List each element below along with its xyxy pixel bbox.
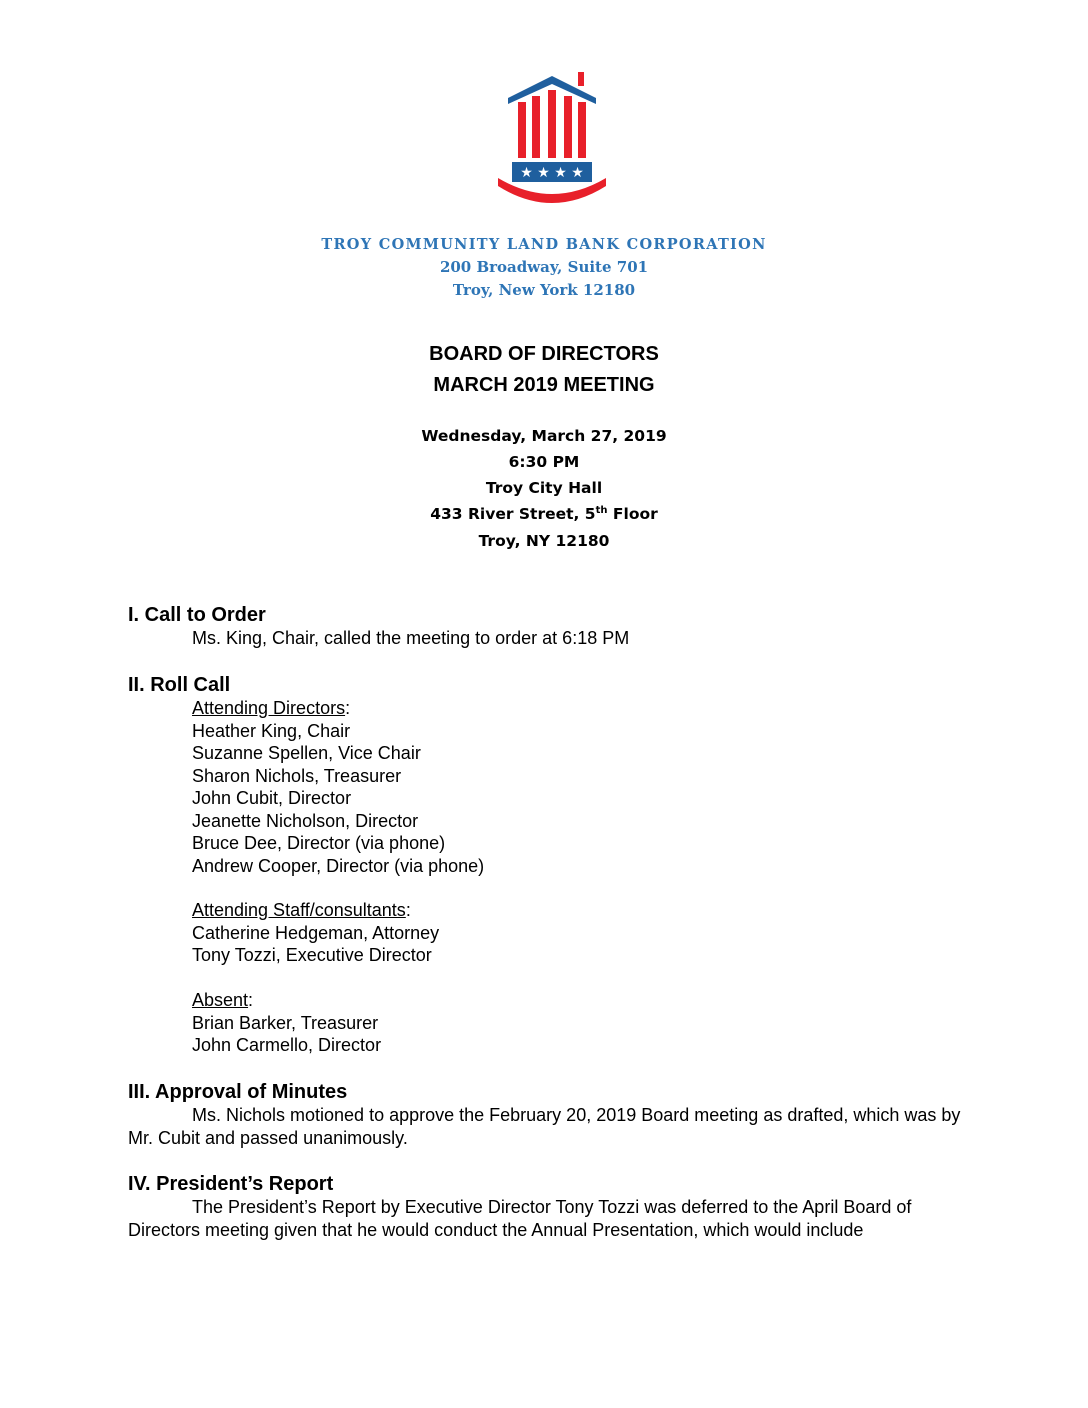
attending-directors-block (192, 697, 484, 877)
attending-directors-label (192, 697, 484, 720)
list-item: Heather King, Chair (192, 720, 351, 741)
meeting-street-sup: th (595, 505, 608, 516)
section-heading-presidents-report: IV. President’s Report (128, 1173, 334, 1195)
meeting-city: Troy, NY 12180 (478, 532, 610, 550)
meeting-street-suffix: Floor (607, 505, 658, 524)
label-colon: : (405, 900, 411, 920)
list-item: Brian Barker, Treasurer (192, 1012, 379, 1033)
section-heading-call-to-order: I. Call to Order (128, 604, 266, 626)
organization-address-line2: Troy, New York 12180 (452, 281, 636, 299)
list-item: Sharon Nichols, Treasurer (192, 765, 402, 786)
attending-staff-block (192, 899, 439, 967)
svg-text:★ ★ ★ ★: ★ ★ ★ ★ (520, 165, 584, 181)
attending-staff-label (192, 899, 439, 922)
list-item: Bruce Dee, Director (via phone) (192, 833, 446, 853)
presidents-report-text (128, 1196, 968, 1241)
label-colon: : (248, 990, 254, 1010)
land-bank-logo (494, 70, 610, 204)
section-heading-approval-of-minutes: III. Approval of Minutes (128, 1081, 348, 1103)
meeting-time: 6:30 PM (508, 453, 580, 471)
organization-address-line1: 200 Broadway, Suite 701 (439, 258, 649, 276)
list-item: Suzanne Spellen, Vice Chair (192, 743, 421, 763)
list-item: Tony Tozzi, Executive Director (192, 945, 432, 965)
meeting-date: Wednesday, March 27, 2019 (421, 427, 667, 445)
presidents-report-body: The President’s Report by Executive Director Tony Tozzi was deferred to the April Board of Directors meeting given that he would conduct the Annual Presentation, which would include (128, 1197, 912, 1240)
meeting-street-text: 433 River Street, 5 (430, 505, 596, 524)
list-item: Jeanette Nicholson, Director (192, 810, 419, 831)
list-item: Catherine Hedgeman, Attorney (192, 922, 440, 943)
approval-of-minutes-body: Ms. Nichols motioned to approve the February 20, 2019 Board meeting as drafted, which was by Mr. Cubit and passed unanimously. (128, 1105, 961, 1148)
list-item: Andrew Cooper, Director (via phone) (192, 855, 485, 876)
list-item: John Carmello, Director (192, 1035, 382, 1055)
document-title-line1: BOARD OF DIRECTORS (429, 343, 659, 365)
attending-staff-label-text: Attending Staff/consultants (192, 900, 406, 920)
attending-directors-label-text: Attending Directors (192, 698, 346, 718)
approval-of-minutes-text (128, 1104, 968, 1149)
document-title-line2: MARCH 2019 MEETING (433, 374, 655, 396)
section-heading-roll-call: II. Roll Call (128, 674, 231, 696)
attending-staff-list (192, 922, 439, 967)
meeting-venue: Troy City Hall (485, 479, 603, 497)
absent-block (192, 989, 381, 1057)
meeting-street (0, 505, 1088, 523)
organization-name: TROY COMMUNITY LAND BANK CORPORATION (321, 236, 767, 253)
label-colon: : (345, 698, 351, 718)
absent-label (192, 989, 381, 1012)
absent-list (192, 1012, 381, 1057)
list-item: John Cubit, Director (192, 788, 352, 808)
call-to-order-text: Ms. King, Chair, called the meeting to order at 6:18 PM (192, 628, 630, 648)
attending-directors-list (192, 720, 484, 878)
absent-label-text: Absent (192, 990, 249, 1010)
